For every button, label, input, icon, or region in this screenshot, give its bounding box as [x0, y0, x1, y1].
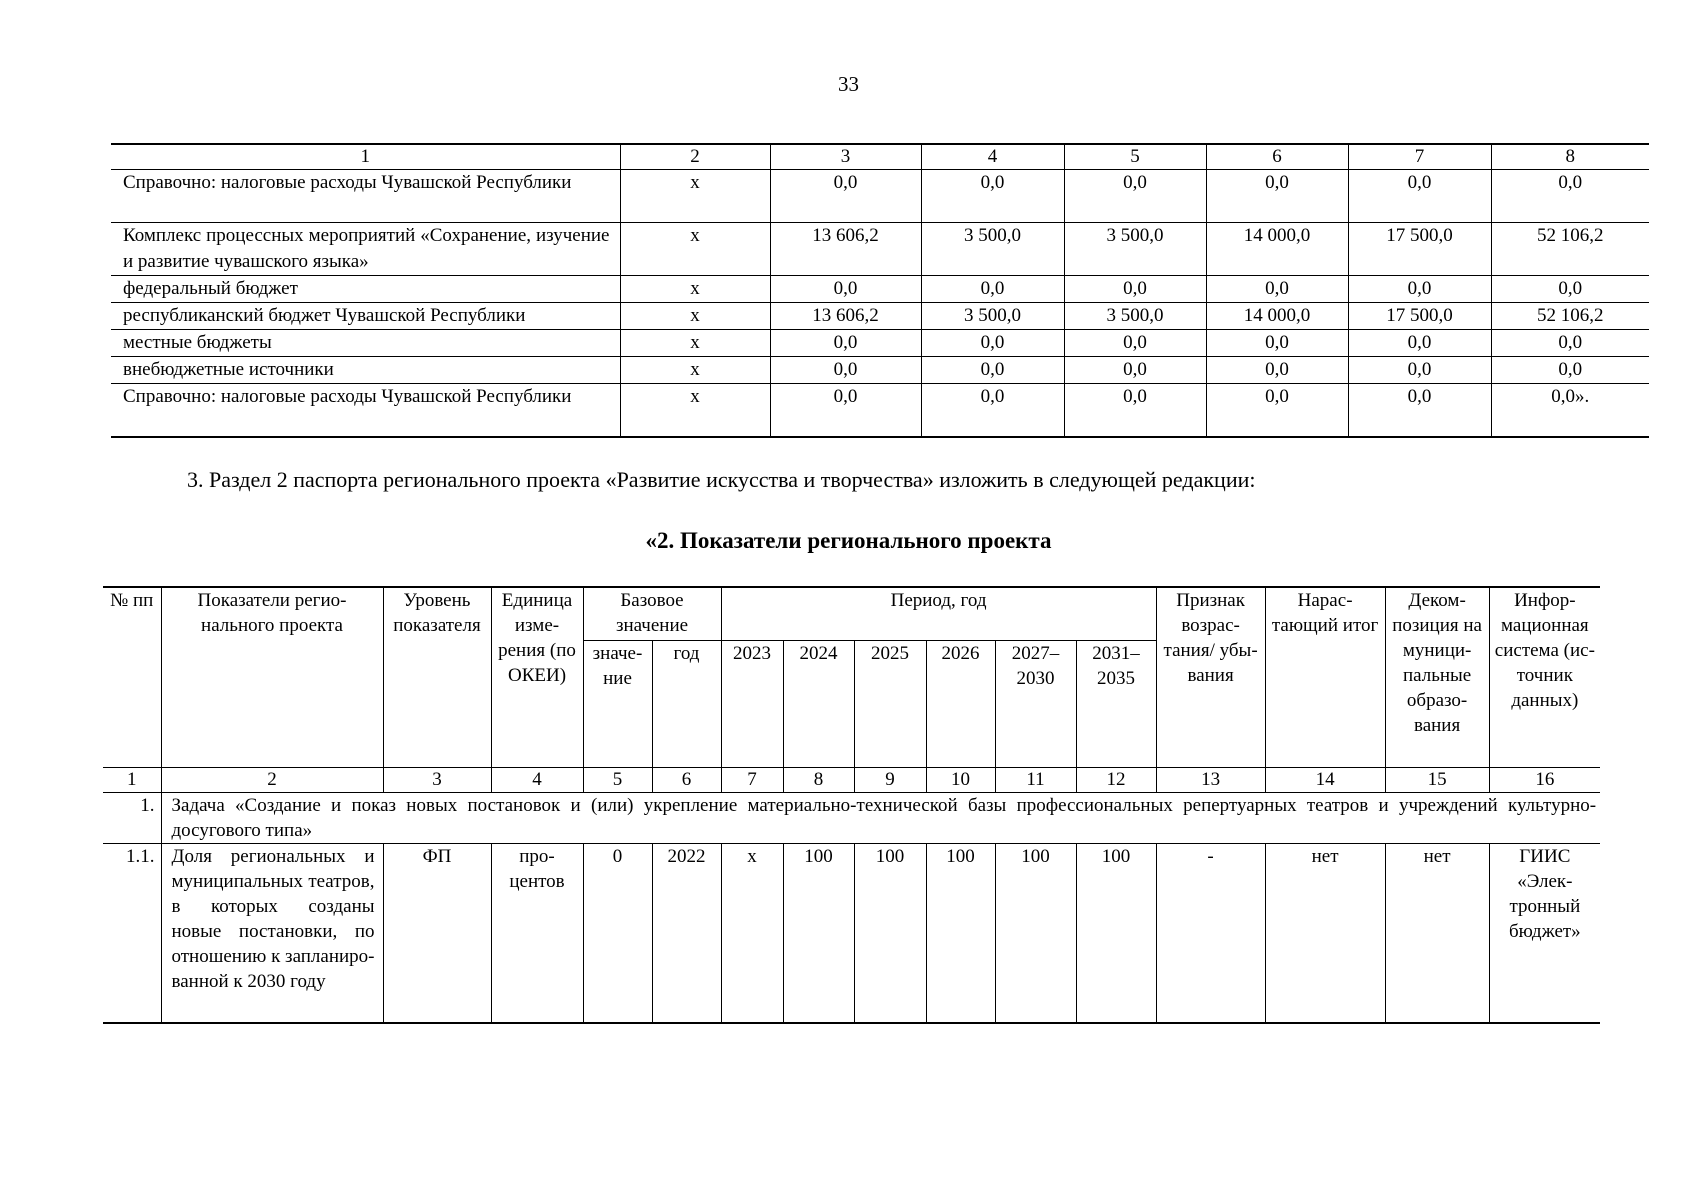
indicator-2023: х [721, 843, 783, 1023]
indicator-2024: 100 [783, 843, 854, 1023]
cell: 0,0 [921, 276, 1064, 303]
cell: 3 500,0 [921, 303, 1064, 330]
funding-table [111, 143, 1649, 438]
cell: х [620, 384, 770, 437]
row-label: республиканский бюджет Чувашской Республики [111, 303, 620, 330]
cell: 0,0 [1348, 357, 1491, 384]
table-row [111, 357, 1649, 384]
col-header: 4 [921, 144, 1064, 170]
header-level: Уровень показателя [383, 587, 491, 767]
cell: 0,0 [921, 357, 1064, 384]
cell: 0,0 [1348, 384, 1491, 437]
cell: 14 000,0 [1206, 223, 1348, 276]
cell: 13 606,2 [770, 223, 921, 276]
cell: 0,0 [770, 330, 921, 357]
indicator-info-system: ГИИС «Электронный бюджет» [1489, 843, 1600, 1023]
header-info-system: Информационная система (источник данных) [1489, 587, 1600, 767]
indicator-2026: 100 [926, 843, 995, 1023]
col-number: 13 [1156, 767, 1265, 792]
cell: 0,0 [1491, 276, 1649, 303]
cell: х [620, 170, 770, 223]
header-base-value: значение [583, 640, 652, 767]
cell: 0,0 [770, 170, 921, 223]
indicators-table [103, 586, 1600, 1024]
indicator-unit: процентов [491, 843, 583, 1023]
col-number: 16 [1489, 767, 1600, 792]
col-header: 7 [1348, 144, 1491, 170]
cell: 0,0 [1206, 357, 1348, 384]
header-base-year: год [652, 640, 721, 767]
col-header: 3 [770, 144, 921, 170]
cell: 0,0 [770, 357, 921, 384]
col-header: 8 [1491, 144, 1649, 170]
header-num: № пп [103, 587, 161, 767]
header-year: 2023 [721, 640, 783, 767]
col-number: 7 [721, 767, 783, 792]
col-number: 9 [854, 767, 926, 792]
col-number: 4 [491, 767, 583, 792]
col-number: 14 [1265, 767, 1385, 792]
indicator-name: Доля региональных и муниципальных театров, в которых созданы новые постановки, по отношению к запланированной к 2030 году [161, 843, 383, 1023]
indicator-decomposition: нет [1385, 843, 1489, 1023]
cell: 0,0 [770, 276, 921, 303]
header-year: 2026 [926, 640, 995, 767]
indicator-sign: - [1156, 843, 1265, 1023]
cell: х [620, 330, 770, 357]
cell: х [620, 223, 770, 276]
table-row [111, 330, 1649, 357]
indicator-level: ФП [383, 843, 491, 1023]
cell: 0,0 [1491, 357, 1649, 384]
indicator-base-year: 2022 [652, 843, 721, 1023]
cell: 0,0». [1491, 384, 1649, 437]
cell: 0,0 [1206, 384, 1348, 437]
header-indicators: Показатели регионального проекта [161, 587, 383, 767]
cell: х [620, 276, 770, 303]
cell: 0,0 [921, 170, 1064, 223]
cell: 0,0 [1348, 170, 1491, 223]
cell: 0,0 [1348, 330, 1491, 357]
header-decomposition: Декомпозиция на муниципальные образования [1385, 587, 1489, 767]
cell: х [620, 303, 770, 330]
indicators-header-row [103, 587, 1600, 640]
col-header: 5 [1064, 144, 1206, 170]
cell: 0,0 [1064, 276, 1206, 303]
cell: 0,0 [770, 384, 921, 437]
header-unit: Единица измерения (по ОКЕИ) [491, 587, 583, 767]
col-header: 6 [1206, 144, 1348, 170]
funding-table-header [111, 144, 1649, 170]
header-year: 2027– 2030 [995, 640, 1076, 767]
cell: 0,0 [1064, 357, 1206, 384]
col-header: 1 [111, 144, 620, 170]
cell: 14 000,0 [1206, 303, 1348, 330]
row-label: местные бюджеты [111, 330, 620, 357]
cell: 52 106,2 [1491, 223, 1649, 276]
cell: 0,0 [1064, 384, 1206, 437]
page-number: 33 [838, 72, 859, 96]
cell: 3 500,0 [921, 223, 1064, 276]
cell: 3 500,0 [1064, 223, 1206, 276]
task-number: 1. [103, 792, 161, 843]
cell: 0,0 [1064, 170, 1206, 223]
header-cumulative: Нарастающий итог [1265, 587, 1385, 767]
cell: 52 106,2 [1491, 303, 1649, 330]
indicator-row [103, 843, 1600, 1023]
row-label: Комплекс процессных мероприятий «Сохранение, изучение и развитие чувашского языка» [111, 223, 620, 276]
task-text: Задача «Создание и показ новых постановок и (или) укрепление материально-технической базы профессиональных репертуарных театров и учреждений культурно-досугового типа» [161, 792, 1600, 843]
cell: 0,0 [1206, 330, 1348, 357]
col-number: 15 [1385, 767, 1489, 792]
header-year: 2024 [783, 640, 854, 767]
col-number: 12 [1076, 767, 1156, 792]
indicator-number: 1.1. [103, 843, 161, 1023]
row-label: внебюджетные источники [111, 357, 620, 384]
indicator-2031-2035: 100 [1076, 843, 1156, 1023]
table-row [111, 170, 1649, 223]
cell: 0,0 [921, 384, 1064, 437]
task-row [103, 792, 1600, 843]
cell: 0,0 [1491, 170, 1649, 223]
row-label: Справочно: налоговые расходы Чувашской Республики [111, 384, 620, 437]
indicator-2027-2030: 100 [995, 843, 1076, 1023]
cell: 17 500,0 [1348, 303, 1491, 330]
col-number: 3 [383, 767, 491, 792]
row-label: федеральный бюджет [111, 276, 620, 303]
cell: 0,0 [1348, 276, 1491, 303]
column-numbers-row [103, 767, 1600, 792]
section-heading: «2. Показатели регионального проекта [645, 528, 1052, 553]
cell: 3 500,0 [1064, 303, 1206, 330]
col-number: 2 [161, 767, 383, 792]
col-number: 10 [926, 767, 995, 792]
header-sign: Признак возрастания/ убывания [1156, 587, 1265, 767]
col-number: 8 [783, 767, 854, 792]
col-number: 1 [103, 767, 161, 792]
indicator-cumulative: нет [1265, 843, 1385, 1023]
cell: 0,0 [1206, 170, 1348, 223]
table-row [111, 223, 1649, 276]
cell: 0,0 [921, 330, 1064, 357]
table-row [111, 276, 1649, 303]
cell: 0,0 [1491, 330, 1649, 357]
cell: 17 500,0 [1348, 223, 1491, 276]
cell: 13 606,2 [770, 303, 921, 330]
header-base: Базовое значение [583, 587, 721, 640]
cell: 0,0 [1064, 330, 1206, 357]
col-number: 6 [652, 767, 721, 792]
amendment-paragraph: 3. Раздел 2 паспорта регионального проекта «Развитие искусства и творчества» изложить в следующей редакции: [187, 467, 1256, 492]
table-row [111, 303, 1649, 330]
col-header: 2 [620, 144, 770, 170]
table-row [111, 384, 1649, 437]
header-period: Период, год [721, 587, 1156, 640]
indicator-2025: 100 [854, 843, 926, 1023]
cell: 0,0 [1206, 276, 1348, 303]
indicator-base-value: 0 [583, 843, 652, 1023]
header-year: 2031– 2035 [1076, 640, 1156, 767]
col-number: 11 [995, 767, 1076, 792]
col-number: 5 [583, 767, 652, 792]
row-label: Справочно: налоговые расходы Чувашской Республики [111, 170, 620, 223]
header-year: 2025 [854, 640, 926, 767]
cell: х [620, 357, 770, 384]
